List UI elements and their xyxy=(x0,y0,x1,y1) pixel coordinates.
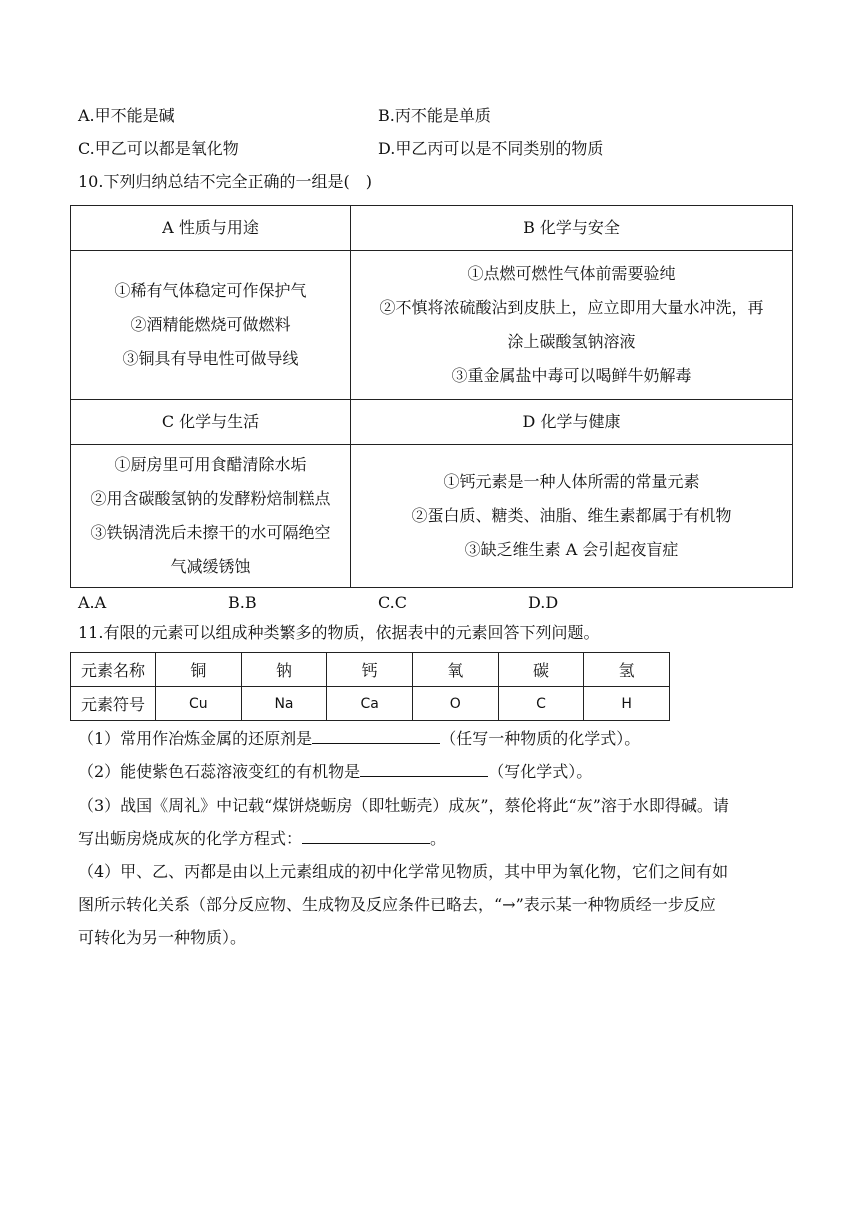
list-item: ①稀有气体稳定可作保护气 xyxy=(114,281,307,300)
list-item: ①厨房里可用食醋清除水垢 xyxy=(114,455,307,474)
element-name: 碳 xyxy=(498,653,584,687)
list-item: ③铁锅清洗后未擦干的水可隔绝空 xyxy=(90,523,331,542)
q9-option-c: C.甲乙可以都是氧化物 xyxy=(78,139,239,158)
element-symbol: Ca xyxy=(327,687,413,721)
element-name: 氧 xyxy=(412,653,498,687)
list-item: 气减缓锈蚀 xyxy=(170,557,251,576)
element-symbol: Na xyxy=(241,687,327,721)
table-header-d: D 化学与健康 xyxy=(351,400,793,445)
element-name: 氢 xyxy=(584,653,670,687)
element-table xyxy=(70,652,670,721)
q11-stem: 11.有限的元素可以组成种类繁多的物质，依据表中的元素回答下列问题。 xyxy=(78,623,600,642)
table-cell-d xyxy=(351,445,793,588)
q10-stem: 10.下列归纳总结不完全正确的一组是( ) xyxy=(78,172,372,191)
list-item: ②不慎将浓硫酸沾到皮肤上，应立即用大量水冲洗，再 xyxy=(379,298,764,317)
table-header-a: A 性质与用途 xyxy=(71,206,351,251)
q11-part-4: （4）甲、乙、丙都是由以上元素组成的初中化学常见物质，其中甲为氧化物，它们之间有如 图所示转化关系（部分反应物、生成物及反应条件已略去，“→”表示某一种物质经一步反应 可转化为另一种物质）。 xyxy=(78,862,729,947)
row-label-name: 元素名称 xyxy=(71,653,156,687)
element-name: 钠 xyxy=(241,653,327,687)
row-label-symbol: 元素符号 xyxy=(71,687,156,721)
list-item: ③缺乏维生素 A 会引起夜盲症 xyxy=(464,540,679,559)
answer-blank[interactable] xyxy=(360,758,488,777)
list-item: 涂上碳酸氢钠溶液 xyxy=(507,332,636,351)
list-item: ②酒精能燃烧可做燃料 xyxy=(130,315,291,334)
table-cell-c xyxy=(71,445,351,588)
q11-part-3: （3）战国《周礼》中记载“煤饼烧蛎房（即牡蛎壳）成灰”，蔡伦将此“灰”溶于水即得碱。请 写出蛎房烧成灰的化学方程式： 。 xyxy=(78,796,729,848)
table-cell-a xyxy=(71,251,351,400)
q9-option-d: D.甲乙丙可以是不同类别的物质 xyxy=(378,139,604,158)
q10-option-a: A.A xyxy=(78,593,107,612)
answer-blank[interactable] xyxy=(312,725,440,744)
table-header-c: C 化学与生活 xyxy=(71,400,351,445)
answer-blank[interactable] xyxy=(302,825,430,844)
list-item: ①钙元素是一种人体所需的常量元素 xyxy=(443,472,700,491)
list-item: ③重金属盐中毒可以喝鲜牛奶解毒 xyxy=(451,366,692,385)
table-cell-b xyxy=(351,251,793,400)
element-symbol: C xyxy=(498,687,584,721)
q10-option-d: D.D xyxy=(528,593,559,612)
element-symbol: O xyxy=(412,687,498,721)
q10-comparison-table xyxy=(70,205,793,588)
q11-part-1: （1）常用作冶炼金属的还原剂是 （任写一种物质的化学式）。 xyxy=(78,722,788,755)
list-item: ③铜具有导电性可做导线 xyxy=(122,349,299,368)
q10-option-c: C.C xyxy=(378,593,407,612)
list-item: ②蛋白质、糖类、油脂、维生素都属于有机物 xyxy=(411,506,732,525)
q9-option-a: A.甲不能是碱 xyxy=(78,106,175,125)
element-name: 铜 xyxy=(156,653,242,687)
element-name: 钙 xyxy=(327,653,413,687)
q11-part-2: （2）能使紫色石蕊溶液变红的有机物是 （写化学式）。 xyxy=(78,755,788,788)
element-symbol: H xyxy=(584,687,670,721)
table-header-b: B 化学与安全 xyxy=(351,206,793,251)
element-symbol: Cu xyxy=(156,687,242,721)
q9-option-b: B.丙不能是单质 xyxy=(378,106,491,125)
list-item: ①点燃可燃性气体前需要验纯 xyxy=(467,264,676,283)
q10-option-b: B.B xyxy=(228,593,257,612)
list-item: ②用含碳酸氢钠的发酵粉焙制糕点 xyxy=(90,489,331,508)
